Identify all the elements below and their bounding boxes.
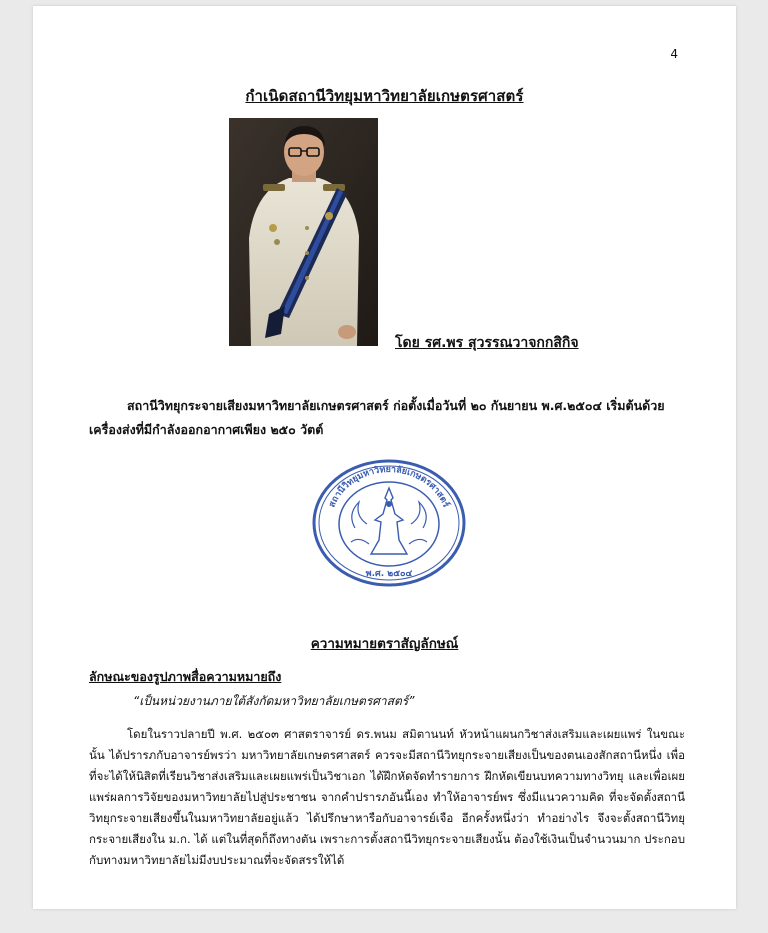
radio-station-seal (311, 458, 467, 588)
intro-paragraph: สถานีวิทยุกระจายเสียงมหาวิทยาลัยเกษตรศาสตร์ ก่อตั้งเมื่อวันที่ ๒๐ กันยายน พ.ศ.๒๕๐๔ เริ่มต้นด้วยเครื่องส่งที่มีกำลังออกอากาศเพียง ๒๕๐ วัตต์ (89, 398, 665, 437)
seal-year-text: พ.ศ. ๒๕๐๔ (365, 569, 413, 579)
document-page (33, 6, 736, 909)
author-byline: โดย รศ.พร สุวรรณวาจกกสิกิจ (395, 335, 579, 351)
page-number: 4 (670, 47, 678, 61)
meaning-heading: ความหมายตราสัญลักษณ์ (310, 636, 459, 652)
page-title: กำเนิดสถานีวิทยุมหาวิทยาลัยเกษตรศาสตร์ (245, 87, 524, 105)
history-paragraph: โดยในราวปลายปี พ.ศ. ๒๕๐๓ ศาสตราจารย์ ดร.พนม สมิตานนท์ หัวหน้าแผนกวิชาส่งเสริมและเผยแพร่ ในขณะนั้น ได้ปรารภกับอาจารย์พรว่า มหาวิทยาลัยเกษตรศาสตร์ ควรจะมีสถานีวิทยุกระจายเสียงเป็นของตนเองสักสถานีหนึ่ง เพื่อที่จะได้ให้นิสิตที่เรียนวิชาส่งเสริมและเผยแพร่เป็นวิชาเอก ได้ฝึกหัดจัดทำรายการ ฝึกหัดเขียนบทความทางวิทยุ และเพื่อเผยแพร่ผลการวิจัยของมหาวิทยาลัยไปสู่ประชาชน จากคำปรารภอันนี้เอง ทำให้อาจารย์พร ซึ่งมีแนวความคิด ที่จะจัดตั้งสถานีวิทยุกระจายเสียงขึ้นในมหาวิทยาลัยอยู่แล้ว ได้ปรึกษาหารือกับอาจารย์เจือ อีกครั้งหนึ่งว่า ทำอย่างไร จึงจะตั้งสถานีวิทยุกระจายเสียงใน ม.ก. ได้ แต่ในที่สุดก็ถึงทางตัน เพราะการตั้งสถานีวิทยุกระจายเสียงนั้น ต้องใช้เงินเป็นจำนวนมาก ประกอบกับทางมหาวิทยาลัยไม่มีงบประมาณที่จะจัดสรรให้ได้ (89, 727, 685, 867)
meaning-quote: “เป็นหน่วยงานภายใต้สังกัดมหาวิทยาลัยเกษตรศาสตร์” (133, 694, 415, 708)
portrait-photo (229, 118, 378, 346)
meaning-subheading: ลักษณะของรูปภาพสื่อความหมายถึง (89, 669, 282, 684)
seal-top-text: สถานีวิทยุมหาวิทยาลัยเกษตรศาสตร์ (327, 464, 451, 509)
